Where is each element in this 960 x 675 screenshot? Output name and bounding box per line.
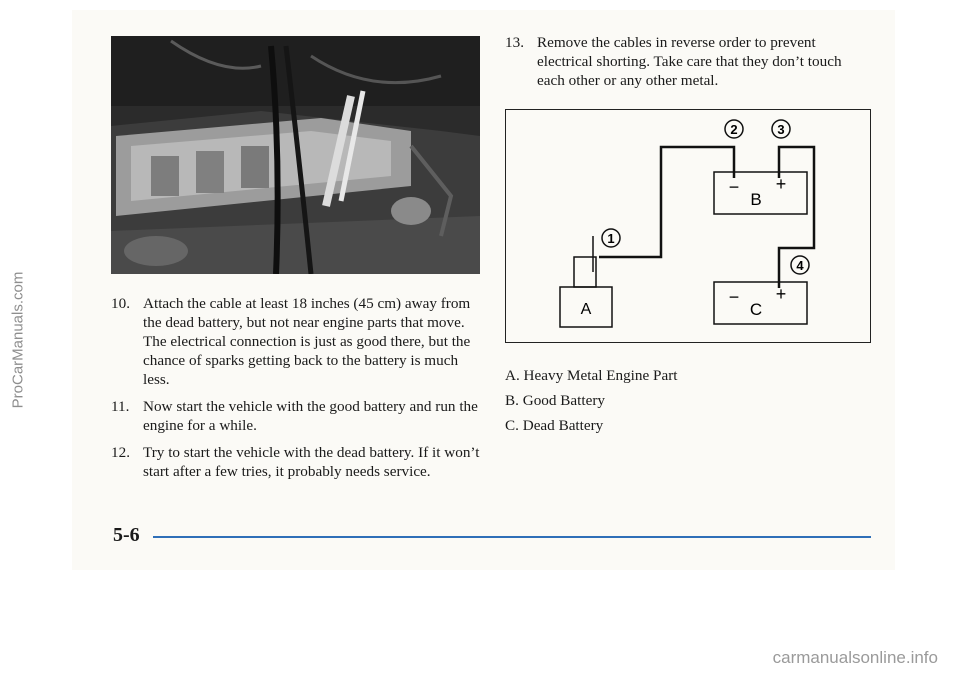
callout-1-label: 1	[607, 231, 615, 246]
box-b-label: B	[750, 190, 762, 209]
footer-rule	[153, 536, 871, 538]
callout-1	[602, 229, 620, 247]
callout-4	[791, 256, 809, 274]
step-text: Try to start the vehicle with the dead battery. If it won’t start after a few tries, it probably needs service.	[143, 444, 480, 480]
engine-photo	[111, 36, 480, 274]
callout-4-label: 4	[796, 258, 804, 273]
legend-item-c: C. Dead Battery	[505, 417, 604, 434]
step-text: Attach the cable at least 18 inches (45 cm) away from the dead battery, but not near engine parts that move. The electrical connection is just as good there, but the chance of sparks getting back to the battery is much less.	[143, 295, 471, 388]
side-watermark-text: ProCarManuals.com	[9, 271, 27, 409]
callout-2	[725, 120, 743, 138]
step-12	[111, 443, 486, 481]
step-number: 13.	[505, 34, 524, 51]
step-number: 11.	[111, 398, 130, 415]
steps-right-column	[505, 33, 865, 98]
step-11	[111, 397, 486, 435]
battery-c-minus: −	[728, 287, 740, 307]
step-text: Remove the cables in reverse order to prevent electrical shorting. Take care that they don’t touch each other or any other metal.	[537, 34, 842, 89]
legend-item-a: A. Heavy Metal Engine Part	[505, 367, 678, 384]
battery-b-plus: +	[775, 174, 787, 194]
box-a-label: A	[580, 301, 592, 318]
step-number: 10.	[111, 295, 130, 312]
battery-b-minus: −	[728, 177, 740, 197]
step-10	[111, 294, 486, 389]
jump-cable-diagram	[505, 109, 871, 343]
step-13	[505, 33, 865, 90]
side-watermark	[6, 160, 30, 520]
battery-c-plus: +	[775, 284, 787, 304]
page-number: 5-6	[113, 524, 140, 546]
bottom-watermark: carmanualsonline.info	[772, 648, 938, 667]
callout-3	[772, 120, 790, 138]
steps-left-column	[111, 294, 486, 489]
callout-2-label: 2	[730, 122, 738, 137]
step-text: Now start the vehicle with the good battery and run the engine for a while.	[143, 398, 478, 434]
legend-item-b: B. Good Battery	[505, 392, 605, 409]
step-number: 12.	[111, 444, 130, 461]
box-c-label: C	[749, 300, 763, 319]
diagram-legend	[505, 366, 865, 441]
callout-3-label: 3	[777, 122, 785, 137]
